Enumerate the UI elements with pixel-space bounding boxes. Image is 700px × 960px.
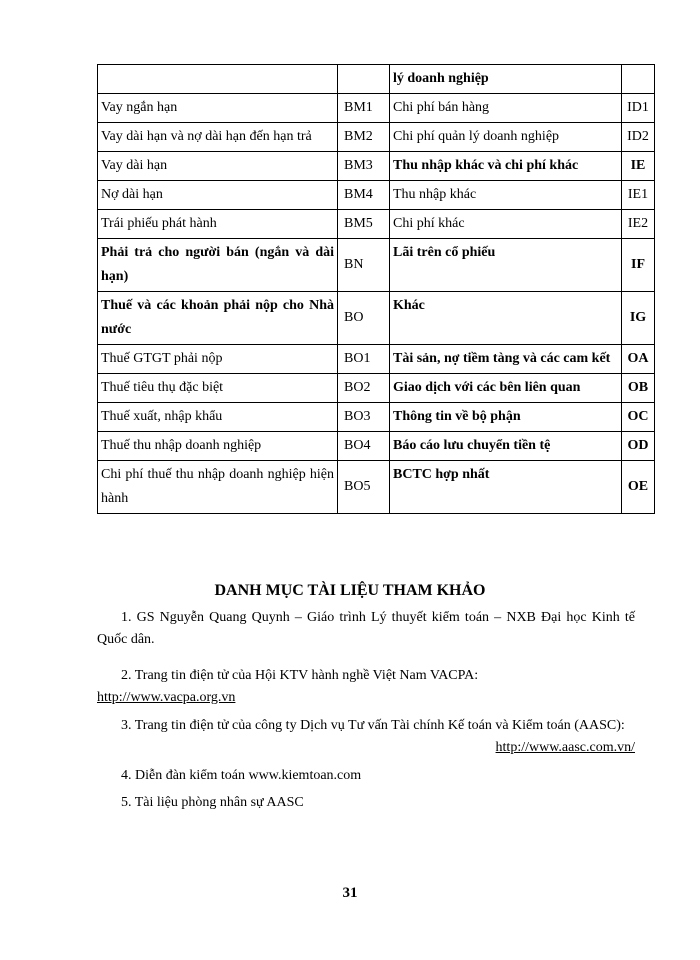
liability-code-cell: BO <box>338 292 390 345</box>
liability-item-cell <box>98 65 338 94</box>
income-code-cell: IE1 <box>622 181 655 210</box>
income-code-cell: OC <box>622 403 655 432</box>
liability-item-cell: Chi phí thuế thu nhập doanh nghiệp hiện hành <box>98 461 338 514</box>
liability-item-cell: Thuế xuất, nhập khẩu <box>98 403 338 432</box>
liability-item-cell: Phải trả cho người bán (ngắn và dài hạn) <box>98 239 338 292</box>
reference-item-4: 4. Diễn đàn kiểm toán www.kiemtoan.com <box>121 768 362 783</box>
liability-item-cell: Thuế tiêu thụ đặc biệt <box>98 374 338 403</box>
table-row <box>98 65 655 94</box>
table-row <box>98 181 655 210</box>
income-item-cell: Thông tin về bộ phận <box>390 403 622 432</box>
income-item-cell: Báo cáo lưu chuyển tiền tệ <box>390 432 622 461</box>
liability-code-cell: BM1 <box>338 94 390 123</box>
reference-item-5: 5. Tài liệu phòng nhân sự AASC <box>121 795 304 810</box>
table-row <box>98 374 655 403</box>
income-item-cell: Lãi trên cổ phiếu <box>390 239 622 292</box>
liability-code-cell: BO4 <box>338 432 390 461</box>
income-item-cell: Chi phí khác <box>390 210 622 239</box>
liability-code-cell: BO1 <box>338 345 390 374</box>
table-row <box>98 403 655 432</box>
income-item-cell: Giao dịch với các bên liên quan <box>390 374 622 403</box>
liability-code-cell <box>338 65 390 94</box>
income-code-cell: ID2 <box>622 123 655 152</box>
liability-item-cell: Vay dài hạn <box>98 152 338 181</box>
references-title: DANH MỤC TÀI LIỆU THAM KHẢO <box>214 582 486 599</box>
liability-code-cell: BO3 <box>338 403 390 432</box>
liability-item-cell: Thuế GTGT phải nộp <box>98 345 338 374</box>
income-code-cell: IF <box>622 239 655 292</box>
account-code-table <box>97 64 655 514</box>
liability-item-cell: Vay ngắn hạn <box>98 94 338 123</box>
table-row <box>98 432 655 461</box>
liability-code-cell: BO2 <box>338 374 390 403</box>
table-row <box>98 461 655 514</box>
liability-item-cell: Thuế và các khoản phải nộp cho Nhà nước <box>98 292 338 345</box>
income-code-cell: OE <box>622 461 655 514</box>
reference-item-1: 1. GS Nguyễn Quang Quynh – Giáo trình Lý thuyết kiểm toán – NXB Đại học Kinh tế Quốc dân. <box>97 610 635 647</box>
liability-item-cell: Thuế thu nhập doanh nghiệp <box>98 432 338 461</box>
income-item-cell: Chi phí quản lý doanh nghiệp <box>390 123 622 152</box>
table-body <box>98 65 655 514</box>
table-row <box>98 123 655 152</box>
liability-code-cell: BM2 <box>338 123 390 152</box>
income-code-cell: OA <box>622 345 655 374</box>
table-row <box>98 239 655 292</box>
liability-code-cell: BM5 <box>338 210 390 239</box>
income-code-cell: ID1 <box>622 94 655 123</box>
income-item-cell: Thu nhập khác và chi phí khác <box>390 152 622 181</box>
table-row <box>98 152 655 181</box>
table-row <box>98 210 655 239</box>
income-code-cell: OB <box>622 374 655 403</box>
liability-code-cell: BM3 <box>338 152 390 181</box>
table-row <box>98 292 655 345</box>
table-row <box>98 345 655 374</box>
income-item-cell: Chi phí bán hàng <box>390 94 622 123</box>
liability-item-cell: Trái phiếu phát hành <box>98 210 338 239</box>
income-code-cell: IE <box>622 152 655 181</box>
liability-code-cell: BO5 <box>338 461 390 514</box>
income-item-cell: Khác <box>390 292 622 345</box>
income-item-cell: Tài sản, nợ tiềm tàng và các cam kết <box>390 345 622 374</box>
income-code-cell: IE2 <box>622 210 655 239</box>
reference-item-3: 3. Trang tin điện tử của công ty Dịch vụ Tư vấn Tài chính Kế toán và Kiểm toán (AASC): http://www.aasc.com.vn/ <box>97 715 635 737</box>
income-item-cell: lý doanh nghiệp <box>390 65 622 94</box>
liability-item-cell: Nợ dài hạn <box>98 181 338 210</box>
reference-item-2: 2. Trang tin điện tử của Hội KTV hành nghề Việt Nam VACPA: http://www.vacpa.org.vn <box>97 668 479 705</box>
income-code-cell <box>622 65 655 94</box>
liability-code-cell: BN <box>338 239 390 292</box>
table-row <box>98 94 655 123</box>
aasc-link[interactable]: http://www.aasc.com.vn/ <box>495 740 635 755</box>
income-code-cell: OD <box>622 432 655 461</box>
page-number: 31 <box>342 885 358 901</box>
income-item-cell: BCTC hợp nhất <box>390 461 622 514</box>
liability-item-cell: Vay dài hạn và nợ dài hạn đến hạn trả <box>98 123 338 152</box>
vacpa-link[interactable]: http://www.vacpa.org.vn <box>97 690 236 705</box>
income-item-cell: Thu nhập khác <box>390 181 622 210</box>
income-code-cell: IG <box>622 292 655 345</box>
liability-code-cell: BM4 <box>338 181 390 210</box>
